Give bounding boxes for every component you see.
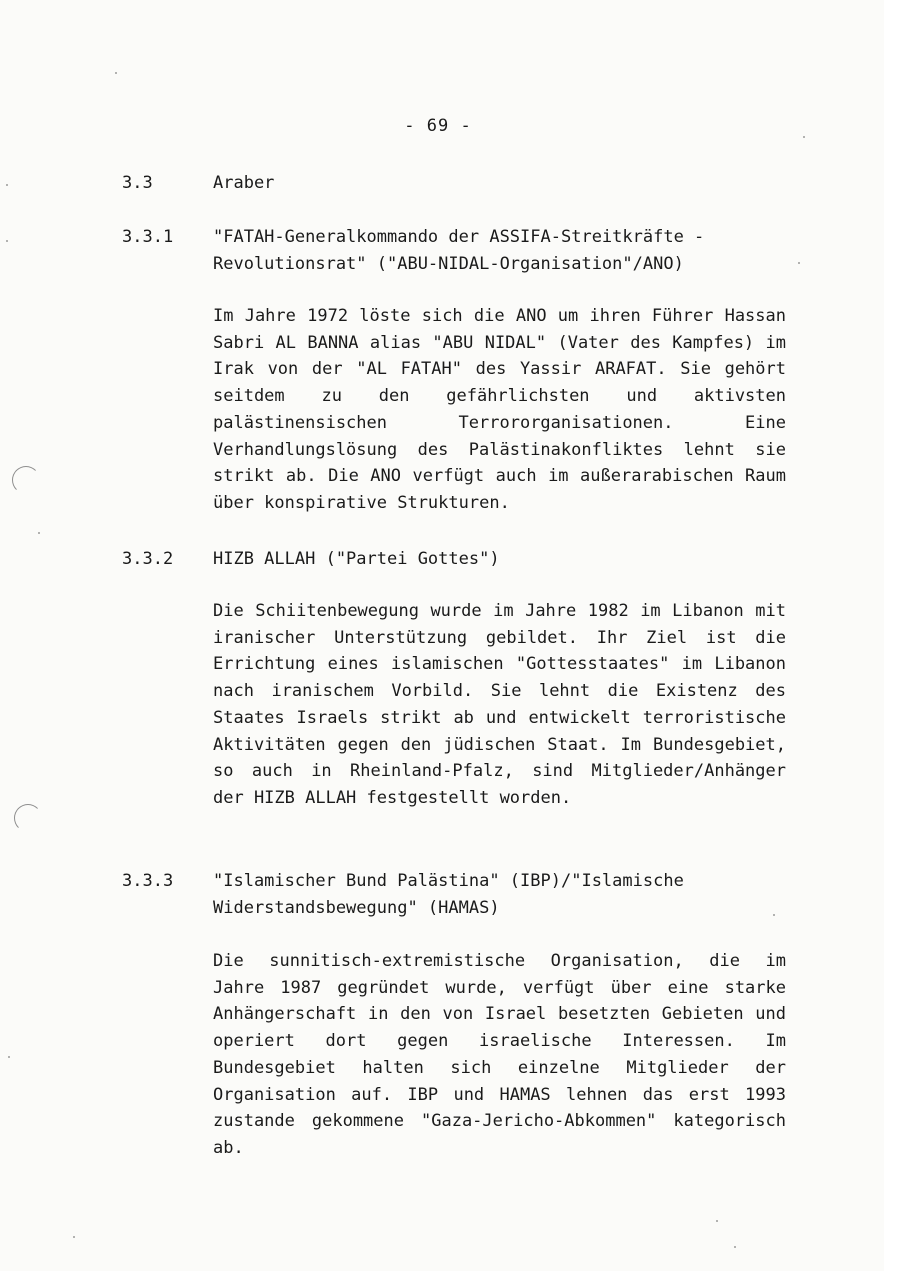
scan-speck [716, 1220, 718, 1222]
scan-speck [6, 240, 8, 242]
punch-hole-mark [14, 804, 42, 832]
section-number: 3.3.3 [122, 871, 174, 891]
section-title: HIZB ALLAH ("Partei Gottes") [213, 549, 500, 569]
section-title: "Islamischer Bund Palästina" (IBP)/"Islamische Widerstandsbewegung" (HAMAS) [213, 871, 684, 918]
section-number: 3.3.1 [122, 227, 174, 247]
scan-edge [884, 0, 900, 1271]
section-number: 3.3 [122, 173, 153, 193]
scan-speck [6, 184, 8, 186]
section-title: Araber [213, 173, 275, 193]
page-number: - 69 - [404, 116, 472, 136]
section-number: 3.3.2 [122, 549, 174, 569]
body-paragraph: Die Schiitenbewegung wurde im Jahre 1982 im Libanon mit iranischer Unterstützung gebildet. Ihr Ziel ist die Errichtung eines islamischen "Gottesstaates" im Libanon nach iranischem Vorbild. Sie lehnt die Existenz des Staates Israels strikt ab und entwickelt terroristische Aktivitäten gegen den jüdischen Staat. Im Bundesgebiet, so auch in Rheinland-Pfalz, sind Mitglieder/Anhänger der HIZB ALLAH festgestellt worden. [213, 601, 786, 808]
scan-speck [803, 136, 805, 138]
body-paragraph: Die sunnitisch-extremistische Organisation, die im Jahre 1987 gegründet wurde, verfügt über eine starke Anhängerschaft in den von Israel besetzten Gebieten und operiert dort gegen israelische Interessen. Im Bundesgebiet halten sich einzelne Mitglieder der Organisation auf. IBP und HAMAS lehnen das erst 1993 zustande gekommene "Gaza-Jericho-Abkommen" kategorisch ab. [213, 951, 786, 1158]
scan-speck [38, 532, 40, 534]
scan-speck [73, 1236, 75, 1238]
punch-hole-mark [12, 466, 40, 494]
section-title: "FATAH-Generalkommando der ASSIFA-Streitkräfte - Revolutionsrat" ("ABU-NIDAL-Organisation"/ANO) [213, 227, 705, 274]
scan-speck [8, 1056, 10, 1058]
body-paragraph: Im Jahre 1972 löste sich die ANO um ihren Führer Hassan Sabri AL BANNA alias "ABU NIDAL" (Vater des Kampfes) im Irak von der "AL FATAH" des Yassir ARAFAT. Sie gehört seitdem zu den gefährlichsten und aktivsten palästinensischen Terrororganisationen. Eine Verhandlungslösung des Palästinakonfliktes lehnt sie strikt ab. Die ANO verfügt auch im außerarabischen Raum über konspirative Strukturen. [213, 306, 786, 513]
scan-speck [115, 72, 117, 74]
scan-speck [734, 1246, 736, 1248]
